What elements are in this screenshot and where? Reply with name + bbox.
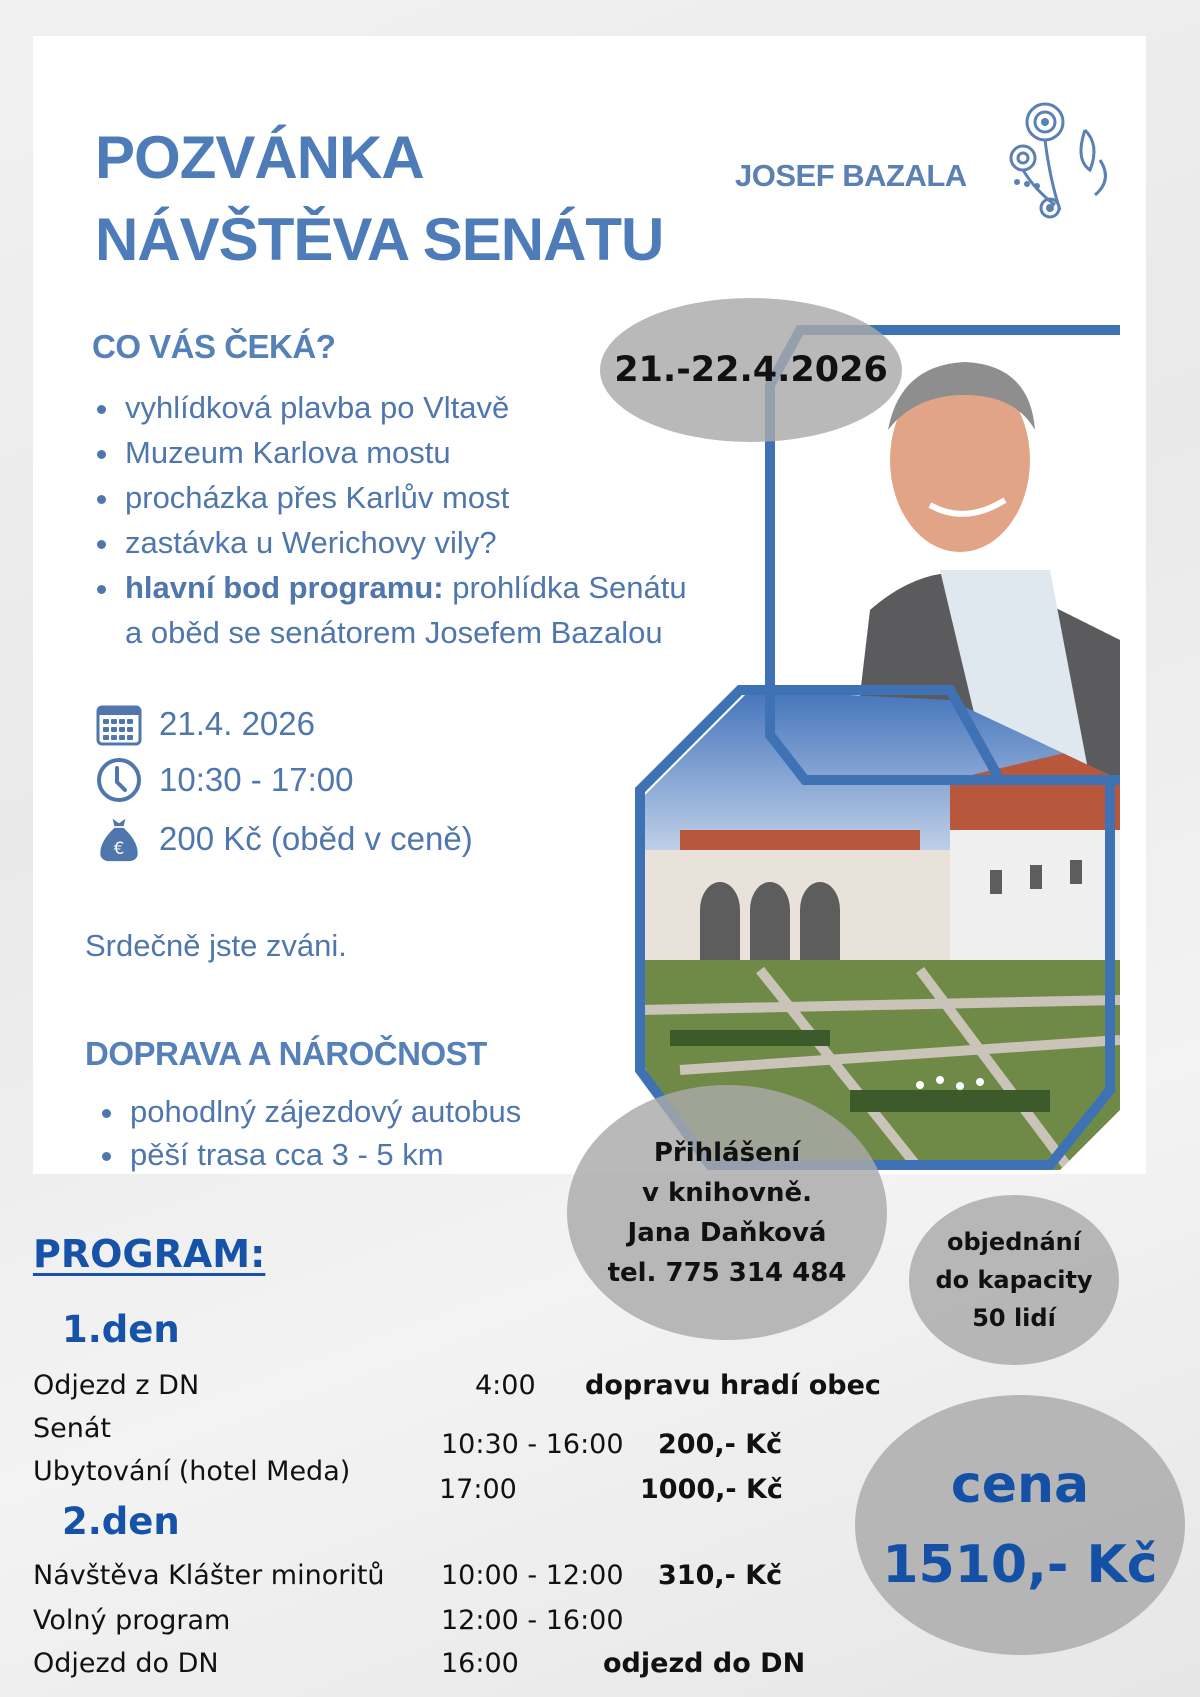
date-range-text: 21.-22.4.2026 [614, 350, 888, 390]
list-item: pohodlný zájezdový autobus [100, 1090, 521, 1133]
transport-list [100, 1090, 521, 1176]
contact-phone: tel. 775 314 484 [607, 1257, 847, 1288]
money-bag-euro-icon [95, 815, 143, 863]
program-row: Odjezd do DN 16:00 odjezd do DN [33, 1648, 806, 1679]
calendar-icon [95, 700, 143, 748]
program-row: Návštěva Klášter minoritů 10:00 - 12:00 310,- Kč [33, 1560, 783, 1591]
price-value: 1510,- Kč [882, 1535, 1158, 1595]
program-row: Senát 10:30 - 16:00 200,- Kč [33, 1413, 783, 1460]
title-invitation: POZVÁNKA [95, 124, 424, 191]
list-item: Muzeum Karlova mostu [95, 430, 687, 475]
what-awaits-list [95, 385, 687, 655]
event-date-row [95, 700, 315, 748]
capacity-badge: objednání do kapacity 50 lidí [909, 1195, 1119, 1365]
clock-icon [95, 756, 143, 804]
list-item: vyhlídková plavba po Vltavě [95, 385, 687, 430]
event-date: 21.4. 2026 [159, 705, 315, 742]
what-awaits-heading: CO VÁS ČEKÁ? [92, 328, 336, 365]
total-price-badge [855, 1395, 1185, 1655]
event-time: 10:30 - 17:00 [159, 761, 354, 798]
program-row: Volný program 12:00 - 16:00 [33, 1605, 624, 1636]
folk-flower-ornament-icon [1005, 100, 1115, 230]
day-2-heading: 2.den [62, 1500, 180, 1543]
contact-name: Jana Daňková [627, 1217, 827, 1248]
list-item-main-point: hlavní bod programu: prohlídka Senátu a oběd se senátorem Josefem Bazalou [95, 565, 687, 655]
price-label: cena [950, 1455, 1090, 1515]
program-row: Ubytování (hotel Meda) 17:00 1000,- Kč [33, 1456, 783, 1505]
main-point-label: hlavní bod programu: [125, 570, 444, 605]
brand-name: JOSEF BAZALA [735, 158, 967, 193]
event-time-row [95, 756, 354, 804]
greeting-text: Srdečně jste zváni. [85, 928, 347, 963]
list-item: zastávka u Werichovy vily? [95, 520, 687, 565]
program-row: Odjezd z DN 4:00 dopravu hradí obec [33, 1370, 881, 1401]
signup-info-badge: Přihlášení v knihovně. Jana Daňková tel. 775 314 484 [567, 1085, 887, 1340]
list-item: pěší trasa cca 3 - 5 km [100, 1133, 521, 1176]
event-price-row [95, 815, 473, 863]
transport-heading: DOPRAVA A NÁROČNOST [85, 1035, 487, 1072]
photo-frames [620, 310, 1120, 1170]
day-1-heading: 1.den [62, 1308, 180, 1351]
list-item: procházka přes Karlův most [95, 475, 687, 520]
program-title: PROGRAM: [33, 1232, 266, 1276]
title-senate-visit: NÁVŠTĚVA SENÁTU [95, 206, 664, 273]
svg-text:€: € [113, 838, 125, 858]
event-price: 200 Kč (oběd v ceně) [159, 820, 473, 857]
